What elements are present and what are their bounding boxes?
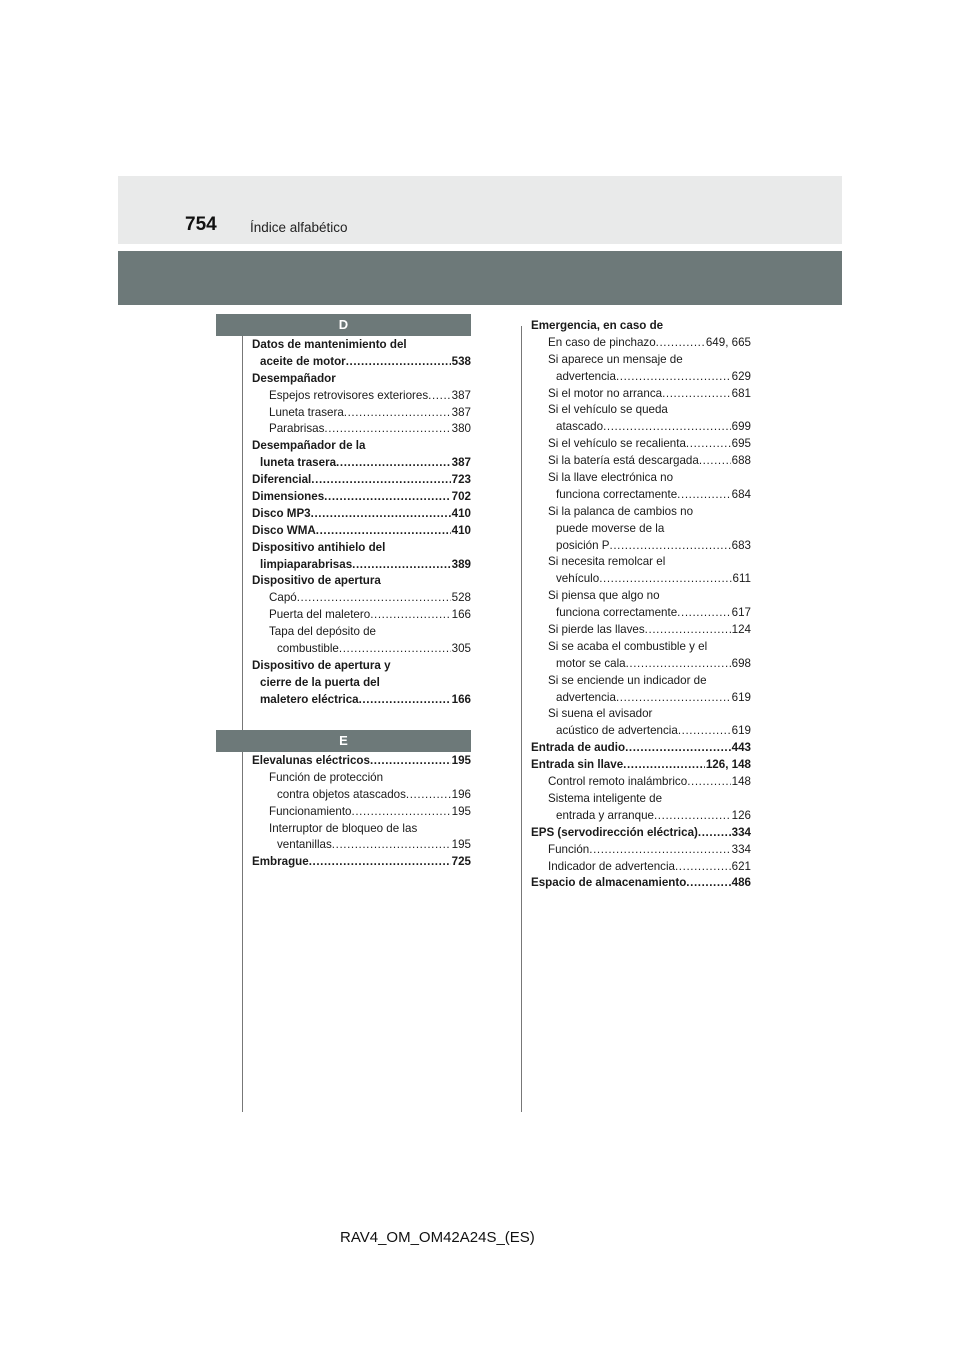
dot-leader [654, 808, 731, 825]
index-entry [531, 369, 751, 386]
index-entry-term: entrada y arranque [556, 808, 654, 822]
column-divider-middle [521, 326, 522, 1112]
index-entry-term: EPS (servodirección eléctrica) [531, 825, 698, 839]
index-entry-term: cierre de la puerta del [260, 675, 380, 689]
index-entry [252, 489, 471, 506]
index-entry-page: 334 [731, 825, 751, 839]
index-entry [252, 371, 471, 388]
index-entry-term: Si la palanca de cambios no [548, 504, 694, 518]
index-list-right [531, 318, 751, 892]
index-entry [531, 774, 751, 791]
index-entry-page: 702 [451, 490, 471, 504]
index-entry-page: 410 [451, 506, 471, 520]
dot-leader [352, 804, 451, 821]
index-entry-page: 196 [451, 787, 471, 801]
dot-leader [344, 405, 451, 422]
index-entry-page: 723 [451, 473, 471, 487]
index-entry [531, 487, 751, 504]
dot-leader [675, 859, 731, 876]
dot-leader [699, 453, 731, 470]
index-entry-page: 684 [731, 487, 751, 501]
index-entry [531, 791, 751, 808]
index-entry [531, 554, 751, 571]
index-entry-page: 538 [451, 354, 471, 368]
index-entry-term: Entrada sin llave [531, 758, 624, 772]
index-entry [252, 472, 471, 489]
dot-leader [626, 656, 731, 673]
index-entry-term: Dispositivo de apertura [252, 574, 381, 588]
index-entry-page: 683 [731, 538, 751, 552]
dot-leader [677, 605, 730, 622]
dot-leader [678, 723, 731, 740]
index-entry [531, 706, 751, 723]
index-entry [531, 318, 751, 335]
section-header-d: D [216, 314, 471, 336]
index-entry-page: 611 [732, 572, 751, 586]
index-entry [252, 506, 471, 523]
index-entry-page: 124 [731, 623, 751, 637]
dot-leader [686, 436, 731, 453]
index-entry [252, 590, 471, 607]
dot-leader [324, 489, 450, 506]
index-entry [531, 504, 751, 521]
index-entry-page: 688 [731, 454, 751, 468]
index-entry-term: Disco WMA [252, 523, 316, 537]
index-entry-page: 305 [451, 642, 471, 656]
dot-leader [406, 787, 451, 804]
index-list-d [252, 337, 471, 709]
index-entry-page: 166 [451, 608, 471, 622]
index-entry [252, 354, 471, 371]
index-entry-term: posición P [556, 538, 610, 552]
dot-leader [698, 825, 731, 842]
index-entry [252, 438, 471, 455]
index-entry-term: Dimensiones [252, 490, 325, 504]
index-entry-term: limpiaparabrisas [260, 557, 353, 571]
dot-leader [336, 455, 451, 472]
index-entry-term: Parabrisas [269, 422, 325, 436]
index-entry-term: Capó [269, 591, 297, 605]
index-entry-term: Desempañador [252, 371, 336, 385]
index-entry-term: advertencia [556, 369, 616, 383]
index-entry [531, 859, 751, 876]
index-entry-term: Desempañador de la [252, 439, 366, 453]
dot-leader [616, 690, 731, 707]
index-entry-term: vehículo [556, 572, 600, 586]
index-entry [531, 335, 751, 352]
index-entry-page: 649, 665 [705, 335, 751, 349]
index-entry-term: ventanillas [277, 838, 332, 852]
dot-leader [428, 388, 451, 405]
index-entry-term: Función de protección [269, 770, 384, 784]
index-entry-page: 528 [451, 591, 471, 605]
index-entry-term: Si la batería está descargada [548, 454, 699, 468]
index-entry-term: Funcionamiento [269, 804, 352, 818]
index-entry-page: 486 [731, 876, 751, 890]
index-entry [252, 624, 471, 641]
dot-leader [370, 607, 450, 624]
dot-leader [370, 753, 451, 770]
index-entry [531, 825, 751, 842]
index-entry [531, 352, 751, 369]
dot-leader [324, 421, 450, 438]
index-entry-term: luneta trasera [260, 456, 337, 470]
index-entry-page: 387 [451, 388, 471, 402]
dot-leader [687, 774, 730, 791]
index-entry-term: advertencia [556, 690, 616, 704]
page-title: Índice alfabético [250, 220, 348, 235]
dot-leader [662, 386, 731, 403]
index-entry-page: 698 [731, 656, 751, 670]
dot-leader [599, 571, 731, 588]
index-entry [252, 804, 471, 821]
dot-leader [297, 590, 451, 607]
index-entry [531, 605, 751, 622]
index-entry [252, 405, 471, 422]
index-entry [252, 540, 471, 557]
index-entry [252, 787, 471, 804]
dot-leader [346, 354, 451, 371]
index-entry [252, 675, 471, 692]
index-entry-term: Si se acaba el combustible y el [548, 639, 708, 653]
index-entry-page: 334 [731, 842, 751, 856]
index-entry [252, 692, 471, 709]
index-entry-term: Si el vehículo se recalienta [548, 437, 686, 451]
index-entry-page: 617 [731, 606, 751, 620]
index-entry-page: 410 [451, 523, 471, 537]
header-band [118, 176, 842, 244]
index-entry-term: Interruptor de bloqueo de las [269, 821, 418, 835]
index-entry-page: 380 [451, 422, 471, 436]
dot-leader [311, 472, 450, 489]
column-divider-left [242, 326, 243, 1112]
index-entry-page: 387 [451, 405, 471, 419]
index-entry [252, 421, 471, 438]
index-entry [531, 740, 751, 757]
index-entry-page: 195 [451, 804, 471, 818]
index-entry [531, 622, 751, 639]
index-entry [531, 639, 751, 656]
index-entry [531, 521, 751, 538]
index-entry-term: Si suena el avisador [548, 707, 653, 721]
dot-leader [309, 854, 451, 871]
index-entry [252, 753, 471, 770]
index-entry [252, 523, 471, 540]
index-entry [252, 837, 471, 854]
index-entry [531, 538, 751, 555]
index-entry-term: Si pierde las llaves [548, 623, 645, 637]
section-header-e: E [216, 730, 471, 752]
index-entry [531, 436, 751, 453]
index-entry-term: Control remoto inalámbrico [548, 775, 688, 789]
index-entry [531, 419, 751, 436]
index-entry [531, 571, 751, 588]
index-entry-term: Disco MP3 [252, 506, 311, 520]
index-entry [531, 402, 751, 419]
index-entry-page: 629 [731, 369, 751, 383]
index-entry-term: maletero eléctrica [260, 692, 359, 706]
dot-leader [625, 740, 731, 757]
index-entry [531, 875, 751, 892]
index-entry-page: 195 [451, 754, 471, 767]
index-entry-page: 725 [451, 855, 471, 869]
index-entry [531, 842, 751, 859]
index-entry [531, 757, 751, 774]
dot-leader [332, 837, 451, 854]
index-entry-page: 621 [731, 859, 751, 873]
page-number: 754 [185, 214, 217, 235]
index-entry [531, 386, 751, 403]
index-entry-term: Función [548, 842, 590, 856]
index-entry-term: acústico de advertencia [556, 724, 678, 738]
index-entry [252, 337, 471, 354]
index-entry-term: Si necesita remolcar el [548, 555, 666, 569]
index-entry [531, 453, 751, 470]
index-entry [252, 607, 471, 624]
dot-leader [610, 538, 731, 555]
index-entry [252, 455, 471, 472]
index-entry-page: 195 [451, 838, 471, 852]
index-entry-page: 619 [731, 690, 751, 704]
dot-leader [616, 369, 731, 386]
index-entry-term: combustible [277, 642, 339, 656]
index-entry-term: Espacio de almacenamiento [531, 876, 687, 890]
index-entry-term: Luneta trasera [269, 405, 344, 419]
index-entry-term: Puerta del maletero [269, 608, 371, 622]
index-entry-page: 443 [731, 741, 751, 755]
document-code: RAV4_OM_OM42A24S_(ES) [340, 1229, 535, 1246]
index-entry-page: 695 [731, 437, 751, 451]
dot-leader [623, 757, 705, 774]
index-entry-term: Sistema inteligente de [548, 791, 663, 805]
index-entry [252, 388, 471, 405]
index-entry-term: contra objetos atascados [277, 787, 406, 801]
index-entry-term: Si el motor no arranca [548, 386, 663, 400]
index-entry-term: funciona correctamente [556, 606, 678, 620]
index-entry-term: Indicador de advertencia [548, 859, 675, 873]
index-entry [252, 821, 471, 838]
dot-leader [311, 506, 451, 523]
index-entry [252, 573, 471, 590]
index-entry-term: En caso de pinchazo [548, 335, 656, 349]
index-entry-term: Entrada de audio [531, 741, 626, 755]
index-entry [531, 808, 751, 825]
index-entry [531, 470, 751, 487]
index-entry-term: Si el vehículo se queda [548, 403, 668, 417]
index-entry-term: Emergencia, en caso de [531, 319, 664, 332]
index-entry-term: funciona correctamente [556, 487, 678, 501]
dot-leader [339, 641, 451, 658]
index-entry [252, 854, 471, 871]
index-entry-term: atascado [556, 420, 604, 434]
index-entry [252, 641, 471, 658]
dot-leader [589, 842, 730, 859]
index-list-e [252, 753, 471, 871]
index-entry [531, 673, 751, 690]
index-entry-term: motor se cala [556, 656, 626, 670]
index-entry-term: Elevalunas eléctricos [252, 754, 370, 767]
index-entry-term: Tapa del depósito de [269, 625, 377, 639]
index-entry-term: Dispositivo de apertura y [252, 658, 391, 672]
index-entry-term: Espejos retrovisores exteriores [269, 388, 429, 402]
index-entry-page: 619 [731, 724, 751, 738]
index-entry-term: Datos de mantenimiento del [252, 338, 407, 351]
index-entry-term: Si la llave electrónica no [548, 471, 674, 485]
index-entry [252, 557, 471, 574]
index-entry-term: Diferencial [252, 473, 312, 487]
dot-leader [686, 875, 730, 892]
index-entry-page: 148 [731, 775, 751, 789]
index-entry-page: 126 [731, 808, 751, 822]
index-entry [531, 690, 751, 707]
index-entry-page: 681 [731, 386, 751, 400]
index-entry-term: Embrague [252, 855, 309, 869]
index-entry-term: Si piensa que algo no [548, 589, 660, 603]
index-entry-page: 389 [451, 557, 471, 571]
dot-leader [677, 487, 730, 504]
index-entry-term: Dispositivo antihielo del [252, 540, 386, 554]
header-dark-band [118, 251, 842, 305]
dot-leader [316, 523, 451, 540]
dot-leader [645, 622, 731, 639]
index-entry-term: puede moverse de la [556, 521, 665, 535]
index-entry [252, 770, 471, 787]
index-entry [252, 658, 471, 675]
dot-leader [603, 419, 731, 436]
index-entry [531, 656, 751, 673]
dot-leader [656, 335, 705, 352]
dot-leader [359, 692, 451, 709]
index-entry-page: 126, 148 [705, 758, 751, 772]
index-entry-page: 166 [451, 692, 471, 706]
index-entry-page: 387 [451, 456, 471, 470]
index-entry [531, 723, 751, 740]
index-entry-term: Si aparece un mensaje de [548, 352, 683, 366]
dot-leader [352, 557, 451, 574]
index-entry-page: 699 [731, 420, 751, 434]
index-entry-term: aceite de motor [260, 354, 346, 368]
index-entry [531, 588, 751, 605]
index-entry-term: Si se enciende un indicador de [548, 673, 707, 687]
